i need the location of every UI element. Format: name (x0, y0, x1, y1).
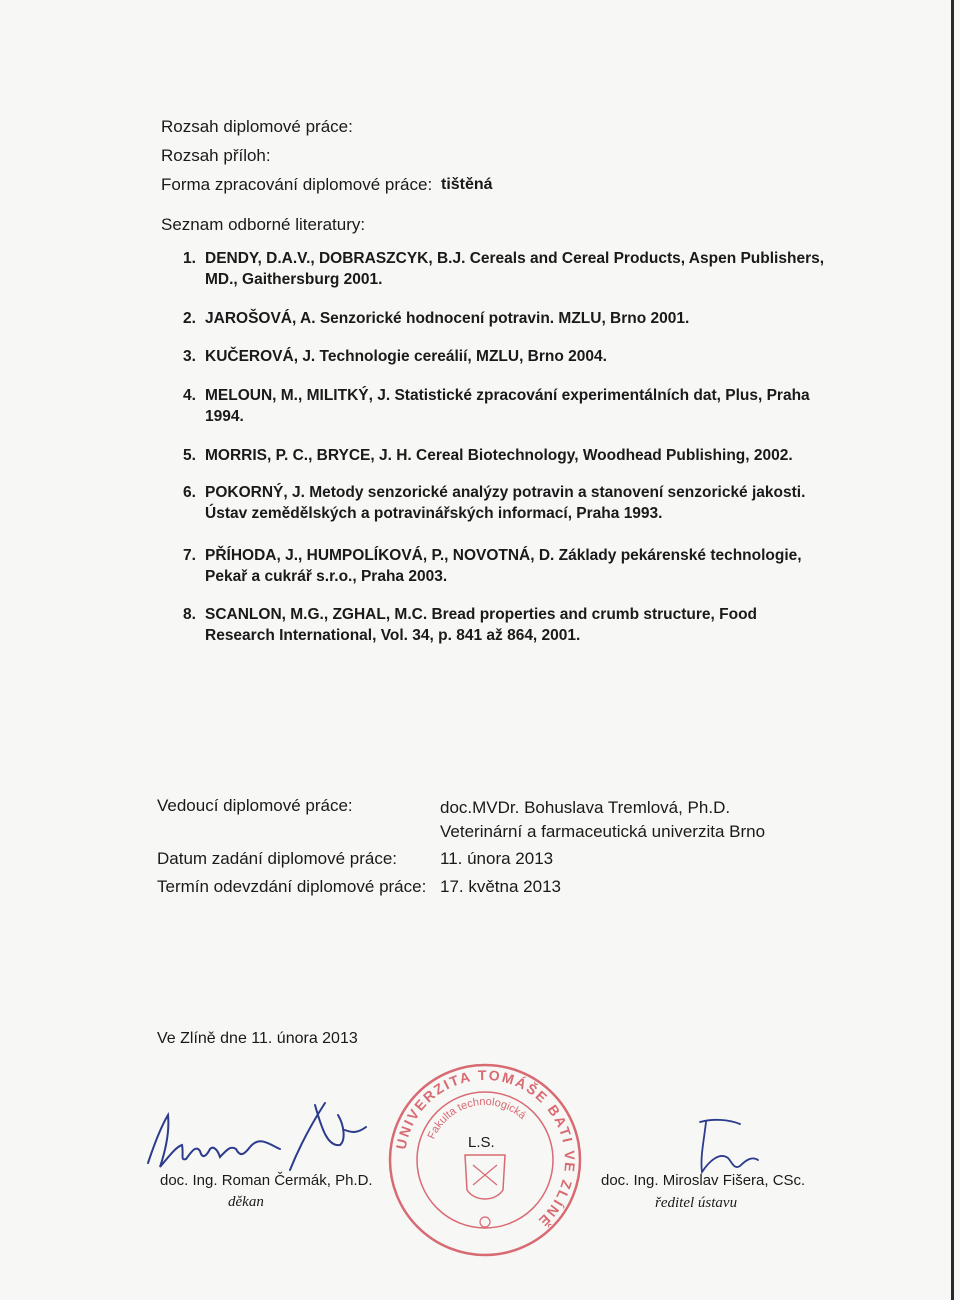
director-role: ředitel ústavu (655, 1195, 738, 1211)
supervisor-institution: Veterinární a farmaceutická univerzita Brno (440, 822, 766, 841)
reference-item (183, 545, 802, 587)
reference-text: MORRIS, P. C., BRYCE, J. H. Cereal Biotechnology, Woodhead Publishing, 2002. (205, 447, 793, 464)
ls-mark: L.S. (468, 1134, 495, 1151)
scope-label: Rozsah diplomové práce: (161, 117, 353, 136)
reference-item (183, 604, 757, 646)
page-edge (951, 0, 954, 1300)
reference-number: 4. (183, 387, 196, 404)
dean-role: děkan (228, 1194, 264, 1210)
assigned-date-label: Datum zadání diplomové práce: (157, 849, 398, 868)
dean-signature (140, 1085, 370, 1180)
reference-item (183, 445, 793, 466)
stamp-star (480, 1217, 490, 1227)
place-date: Ve Zlíně dne 11. února 2013 (157, 1030, 358, 1047)
stamp-ring-text: UNIVERZITA TOMÁŠE BATI VE ZLÍNĚ (392, 1066, 579, 1231)
reference-text: 1994. (205, 408, 244, 425)
reference-number: 5. (183, 447, 196, 464)
reference-number: 3. (183, 348, 196, 365)
reference-text: Pekař a cukrář s.r.o., Praha 2003. (205, 568, 448, 585)
reference-text: MD., Gaithersburg 2001. (205, 271, 383, 288)
reference-text: SCANLON, M.G., ZGHAL, M.C. Bread properties and crumb structure, Food (205, 606, 758, 623)
reference-number: 1. (183, 250, 196, 267)
reference-item (183, 346, 607, 367)
director-name: doc. Ing. Miroslav Fišera, CSc. (601, 1172, 806, 1189)
reference-number: 8. (183, 606, 196, 623)
reference-number: 6. (183, 484, 196, 501)
literature-label: Seznam odborné literatury: (161, 215, 366, 234)
form-value: tištěná (441, 176, 493, 193)
reference-text: Ústav zemědělských a potravinářských informací, Praha 1993. (205, 505, 663, 522)
assigned-date-value: 11. února 2013 (440, 849, 554, 868)
reference-number: 2. (183, 310, 196, 327)
reference-item (183, 308, 689, 329)
reference-number: 7. (183, 547, 196, 564)
supervisor-name: doc.MVDr. Bohuslava Tremlová, Ph.D. (440, 798, 731, 817)
reference-item (183, 482, 805, 524)
reference-text: JAROŠOVÁ, A. Senzorické hodnocení potravin. MZLU, Brno 2001. (205, 310, 690, 327)
reference-text: Research International, Vol. 34, p. 841 až 864, 2001. (205, 627, 581, 644)
stamp-emblem (465, 1155, 505, 1199)
stamp-inner-text: Fakulta technologická (425, 1095, 529, 1142)
reference-text: KUČEROVÁ, J. Technologie cereálií, MZLU, Brno 2004. (205, 348, 607, 365)
reference-text: POKORNÝ, J. Metody senzorické analýzy potravin a stanovení senzorické jakosti. (205, 484, 806, 501)
reference-item (183, 248, 824, 290)
attachments-label: Rozsah příloh: (161, 146, 271, 165)
form-label: Forma zpracování diplomové práce: (161, 175, 433, 194)
supervisor-label: Vedoucí diplomové práce: (157, 796, 353, 815)
reference-text: MELOUN, M., MILITKÝ, J. Statistické zpracování experimentálních dat, Plus, Praha (205, 387, 810, 404)
stamp-inner-ring (417, 1092, 553, 1228)
reference-text: DENDY, D.A.V., DOBRASZCYK, B.J. Cereals and Cereal Products, Aspen Publishers, (205, 250, 825, 267)
reference-item (183, 385, 810, 427)
deadline-value: 17. května 2013 (440, 877, 561, 896)
deadline-label: Termín odevzdání diplomové práce: (157, 877, 427, 896)
stamp-emblem-lion (473, 1165, 497, 1185)
reference-text: PŘÍHODA, J., HUMPOLÍKOVÁ, P., NOVOTNÁ, D. Základy pekárenské technologie, (205, 547, 802, 564)
university-stamp (385, 1060, 585, 1260)
dean-name: doc. Ing. Roman Čermák, Ph.D. (160, 1172, 373, 1189)
